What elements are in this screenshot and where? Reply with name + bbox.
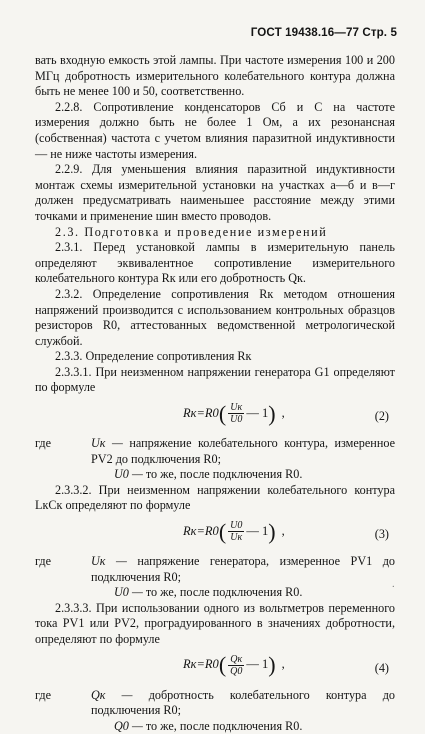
where-clause: U0 — то же, после подключения R0. (114, 467, 303, 482)
formula-fraction: $\frac{Qк}{Q0}$ (230, 653, 243, 677)
paragraph-2-3-3: 2.3.3. Определение сопротивления Rк (55, 349, 252, 364)
paragraph-2-3-2: 2.3.2. Определение сопротивления Rк методом отношения напряжений производится с использованием контрольных образцов резисторов R0, аттестованных ведомственной метрологической службой. (35, 286, 395, 348)
formula-3: Rк=R0 ( $\frac{U0}{Uк}$ — 1 ) , (3) (183, 518, 389, 544)
formula-4: Rк=R0 ( $\frac{Qк}{Q0}$ — 1 ) , (4) (183, 652, 389, 678)
where-clause: U0 — то же, после подключения R0. (114, 585, 303, 600)
scan-mark: · (391, 582, 395, 594)
paragraph-continuation: вать входную емкость этой лампы. При частоте измерения 100 и 200 МГц добротность измерительного колебательного контура должна быть не менее 100 и 50, соответственно. (35, 53, 395, 99)
formula-fraction: $\frac{U0}{Uк}$ (230, 520, 243, 544)
where-clause: где Uк — напряжение колебательного контура, измеренное PV2 до подключения R0; (35, 436, 395, 466)
formula-lhs: Rк=R0 (183, 405, 219, 420)
section-heading-2-3: 2.3. Подготовка и проведение измерений (55, 224, 328, 239)
formula-2: Rк=R0 ( $\frac{Uк}{U0}$ — 1 ) , (2) (183, 400, 389, 426)
formula-number: (2) (374, 409, 389, 424)
where-clause: где Qк — добротность колебательного контура до подключения R0; (35, 687, 396, 718)
formula-number: (3) (374, 527, 389, 542)
paragraph-2-3-3-2: 2.3.3.2. При неизменном напряжении колебательного контура LкCк определяют по формуле (35, 482, 395, 513)
body-text (35, 53, 395, 734)
page-header: ГОСТ 19438.16—77 Стр. 5 (250, 26, 397, 39)
paragraph-2-2-9: 2.2.9. Для уменьшения влияния паразитной индуктивности монтаж схемы измерительной установки на участках а—б и в—г должен предусматривать наименьшее расстояние между этими точками и применение шин вместо проводов. (35, 162, 395, 223)
formula-fraction: $\frac{Uк}{U0}$ (230, 402, 243, 426)
where-clause: где Uк — напряжение генератора, измеренное PV1 до подключения R0; (35, 554, 395, 584)
paragraph-2-3-3-1: 2.3.3.1. При неизменном напряжении генератора G1 определяют по формуле (35, 364, 395, 395)
paragraph-2-3-1: 2.3.1. Перед установкой лампы в измерительную панель определяют эквивалентное сопротивление измерительного колебательного контура Rк или его добротность Qк. (35, 240, 395, 286)
where-clause: Q0 — то же, после подключения R0. (114, 718, 303, 733)
formula-lhs: Rк=R0 (183, 523, 219, 538)
paragraph-2-2-8: 2.2.8. Сопротивление конденсаторов Cб и C на частоте измерения должно быть не более 1 Ом, а их резонансная (собственная) частота с учетом влияния паразитной индуктивности — не ниже частоты измерения. (35, 99, 395, 161)
formula-lhs: Rк=R0 (183, 657, 219, 672)
paragraph-2-3-3-3: 2.3.3.3. При использовании одного из вольтметров переменного тока PV1 или PV2, проградуированного в значениях добротности, определяют по формуле (35, 600, 395, 646)
formula-number: (4) (374, 660, 389, 675)
